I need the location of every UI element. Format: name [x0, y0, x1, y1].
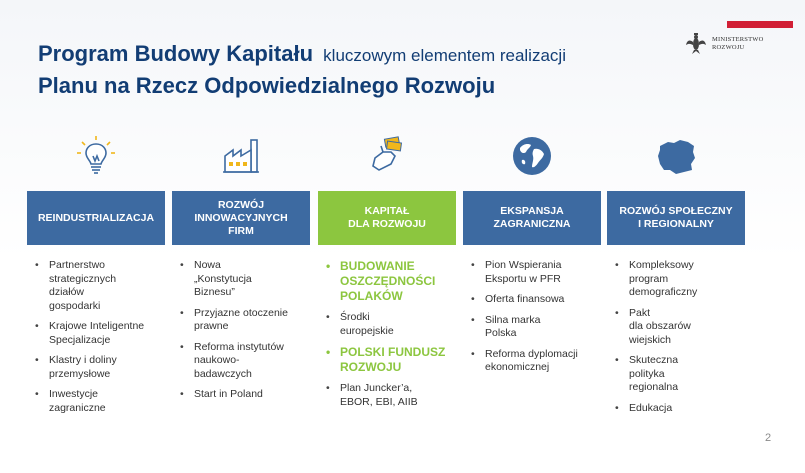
list-item: • Klastry i doliny przemysłowe: [49, 354, 165, 381]
list-item: • Środki europejskie: [340, 311, 456, 338]
pillar-list: [607, 259, 745, 415]
poland-map-icon: [654, 134, 698, 178]
list-item: • Przyjazne otoczenie prawne: [194, 307, 310, 334]
lightbulb-icon: [74, 134, 118, 178]
list-item: • Pakt dla obszarów wiejskich: [629, 307, 745, 348]
list-item: • Edukacja: [629, 402, 745, 416]
column-reindustrializacja: [27, 127, 165, 422]
ministry-logo: [686, 33, 764, 55]
column-kapital: [318, 127, 456, 416]
column-rozwoj-firm: [172, 127, 310, 409]
ministry-name-line1: MINISTERSTWO: [712, 36, 764, 43]
list-item: • Plan Juncker’a, EBOR, EBI, AIIB: [340, 382, 456, 409]
pillar-box: REINDUSTRIALIZACJA: [27, 191, 165, 245]
factory-icon: [219, 134, 263, 178]
list-item: • Oferta finansowa: [485, 293, 601, 307]
list-item: • POLSKI FUNDUSZ ROZWOJU: [340, 345, 456, 375]
list-item: • Silna marka Polska: [485, 314, 601, 341]
ministry-name-line2: ROZWOJU: [712, 44, 745, 51]
pillar-box: ROZWÓJ SPOŁECZNY I REGIONALNY: [607, 191, 745, 245]
page-number: 2: [765, 432, 772, 444]
title-line2: Planu na Rzecz Odpowiedzialnego Rozwoju: [38, 73, 496, 98]
column-rozwoj-spoleczny: [607, 127, 745, 422]
hand-money-icon: [365, 134, 409, 178]
column-ekspansja: [463, 127, 601, 382]
pillar-box: EKSPANSJA ZAGRANICZNA: [463, 191, 601, 245]
title-subtitle: kluczowym elementem realizacji: [323, 46, 566, 65]
flag-bar: [727, 21, 793, 28]
eagle-icon: [686, 33, 706, 55]
globe-icon: [510, 134, 554, 178]
pillar-box: KAPITAŁ DLA ROZWOJU: [318, 191, 456, 245]
list-item: • Reforma instytutów naukowo- badawczych: [194, 341, 310, 382]
list-item: • Inwestycje zagraniczne: [49, 388, 165, 415]
list-item: • Reforma dyplomacji ekonomicznej: [485, 348, 601, 375]
list-item: • Pion Wspierania Eksportu w PFR: [485, 259, 601, 286]
pillar-list: [172, 259, 310, 402]
page-title: [38, 40, 566, 102]
list-item: • Start in Poland: [194, 388, 310, 402]
list-item: • BUDOWANIE OSZCZĘDNOŚCI POLAKÓW: [340, 259, 456, 304]
list-item: • Nowa „Konstytucja Biznesu”: [194, 259, 310, 300]
list-item: • Kompleksowy program demograficzny: [629, 259, 745, 300]
ministry-name: [712, 36, 764, 52]
pillar-list: [318, 259, 456, 409]
pillar-box: ROZWÓJ INNOWACYJNYCH FIRM: [172, 191, 310, 245]
list-item: • Partnerstwo strategicznych działów gospodarki: [49, 259, 165, 313]
pillar-list: [27, 259, 165, 415]
pillar-list: [463, 259, 601, 375]
list-item: • Krajowe Inteligentne Specjalizacje: [49, 320, 165, 347]
title-main: Program Budowy Kapitału: [38, 41, 314, 66]
list-item: • Skuteczna polityka regionalna: [629, 354, 745, 395]
